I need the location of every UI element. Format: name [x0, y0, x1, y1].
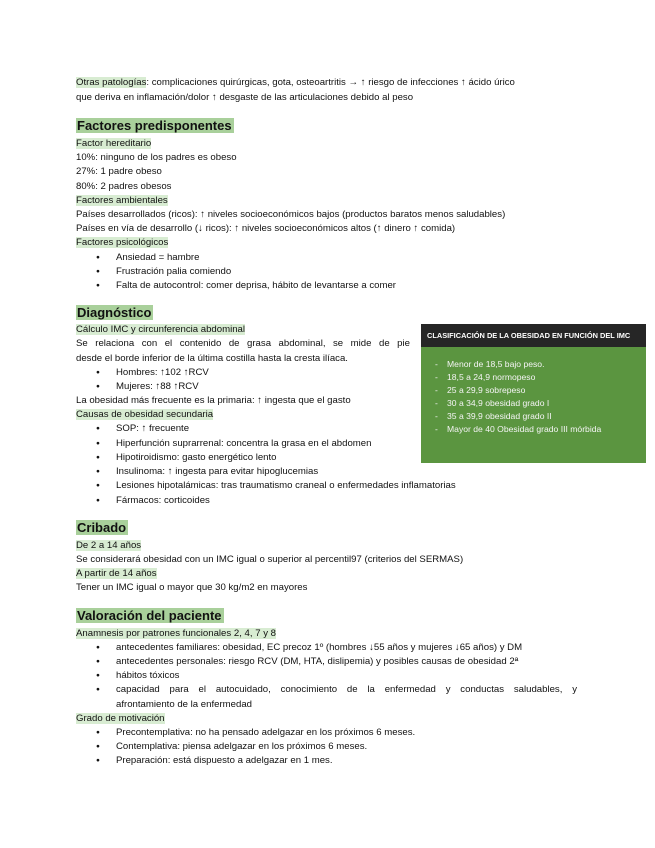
list-item: ● Lesiones hipotalámicas: tras traumatismo craneal o enfermedades inflamatorias	[116, 479, 456, 492]
ambientales-row-2: Países en vía de desarrollo (↓ ricos): ↑ niveles socioeconómicos altos (↑ dinero ↑ comida)	[76, 223, 456, 234]
subheading-psicologicos: Factores psicológicos	[76, 237, 169, 248]
subheading-causas: Causas de obesidad secundaria	[76, 409, 214, 420]
list-item: ● Hombres: ↑102 ↑RCV	[116, 366, 209, 379]
section-heading-diagnostico: Diagnóstico	[77, 305, 152, 320]
imc-box-title: CLASIFICACIÓN DE LA OBESIDAD EN FUNCIÓN DEL IMC	[421, 324, 646, 347]
imc-classification-box	[421, 324, 646, 463]
list-item: ● Ansiedad = hambre	[116, 251, 199, 264]
list-item: ● Frustración palia comiendo	[116, 265, 231, 278]
subheading-anamnesis: Anamnesis por patrones funcionales 2, 4, 7 y 8	[76, 628, 276, 639]
diagnostico-paragraph-line-1: Se relaciona con el contenido de grasa abdominal, se mide de pie	[76, 338, 410, 349]
list-item: ● antecedentes familiares: obesidad, EC precoz 1º (hombres ↓55 años y mujeres ↓65 años) y DM	[116, 641, 522, 654]
intro-label: Otras patologías	[76, 77, 147, 88]
cribado-text-1: Se considerará obesidad con un IMC igual o superior al percentil97 (criterios del SERMAS)	[76, 554, 464, 565]
list-item: ● Precontemplativa: no ha pensado adelgazar en los próximos 6 meses.	[116, 726, 415, 739]
list-item: ● Mujeres: ↑88 ↑RCV	[116, 380, 199, 393]
section-heading-cribado: Cribado	[77, 520, 127, 535]
intro-line-1	[76, 76, 515, 89]
section-heading-factores: Factores predisponentes	[77, 118, 232, 133]
subheading-14: A partir de 14 años	[76, 568, 157, 579]
subheading-imc: Cálculo IMC y circunferencia abdominal	[76, 324, 246, 335]
section-heading-valoracion: Valoración del paciente	[77, 608, 222, 623]
imc-box-item: - 18,5 a 24,9 normopeso	[447, 371, 535, 383]
hereditario-row-2: 27%: 1 padre obeso	[76, 166, 162, 177]
intro-line-1-text: : complicaciones quirúrgicas, gota, osteoartritis → ↑ riesgo de infecciones ↑ ácido úrico	[146, 77, 515, 88]
list-item: ● antecedentes personales: riesgo RCV (DM, HTA, dislipemia) y posibles causas de obesidad 2ª	[116, 655, 518, 668]
imc-box-item: - 30 a 34,9 obesidad grado I	[447, 397, 549, 409]
list-item: ● Insulinoma: ↑ ingesta para evitar hipoglucemias	[116, 465, 318, 478]
list-item: ● capacidad para el autocuidado, conocimiento de la enfermedad y conductas saludables, y	[116, 683, 577, 697]
hereditario-row-3: 80%: 2 padres obesos	[76, 181, 172, 192]
list-item: ● SOP: ↑ frecuente	[116, 422, 189, 435]
list-item: ● Hiperfunción suprarrenal: concentra la grasa en el abdomen	[116, 437, 371, 450]
imc-box-item: - Menor de 18,5 bajo peso.	[447, 358, 544, 370]
imc-box-item: - 25 a 29,9 sobrepeso	[447, 384, 525, 396]
obesidad-primaria: La obesidad más frecuente es la primaria: ↑ ingesta que el gasto	[76, 395, 351, 406]
subheading-hereditario: Factor hereditario	[76, 138, 152, 149]
ambientales-row-1: Países desarrollados (ricos): ↑ niveles socioeconómicos bajos (productos baratos menos saludables)	[76, 209, 506, 220]
intro-line-2: que deriva en inflamación/dolor ↑ desgaste de las articulaciones debido al peso	[76, 92, 414, 103]
list-item: ● Falta de autocontrol: comer deprisa, hábito de levantarse a comer	[116, 279, 396, 292]
imc-box-item: - 35 a 39,9 obesidad grado II	[447, 410, 552, 422]
list-item: ● Fármacos: corticoides	[116, 494, 210, 507]
list-item-continuation: afrontamiento de la enfermedad	[116, 699, 252, 710]
hereditario-row-1: 10%: ninguno de los padres es obeso	[76, 152, 237, 163]
list-item: ● Contemplativa: piensa adelgazar en los próximos 6 meses.	[116, 740, 367, 753]
list-item: ● Hipotiroidismo: gasto energético lento	[116, 451, 277, 464]
imc-box-item: - Mayor de 40 Obesidad grado III mórbida	[447, 423, 601, 435]
subheading-ambientales: Factores ambientales	[76, 195, 168, 206]
cribado-text-2: Tener un IMC igual o mayor que 30 kg/m2 en mayores	[76, 582, 308, 593]
list-item: ● hábitos tóxicos	[116, 669, 179, 682]
list-item: ● Preparación: está dispuesto a adelgazar en 1 mes.	[116, 754, 333, 767]
subheading-motivacion: Grado de motivación	[76, 713, 165, 724]
subheading-2-14: De 2 a 14 años	[76, 540, 142, 551]
diagnostico-paragraph-line-2: desde el borde inferior de la última costilla hasta la cresta ilíaca.	[76, 353, 348, 364]
